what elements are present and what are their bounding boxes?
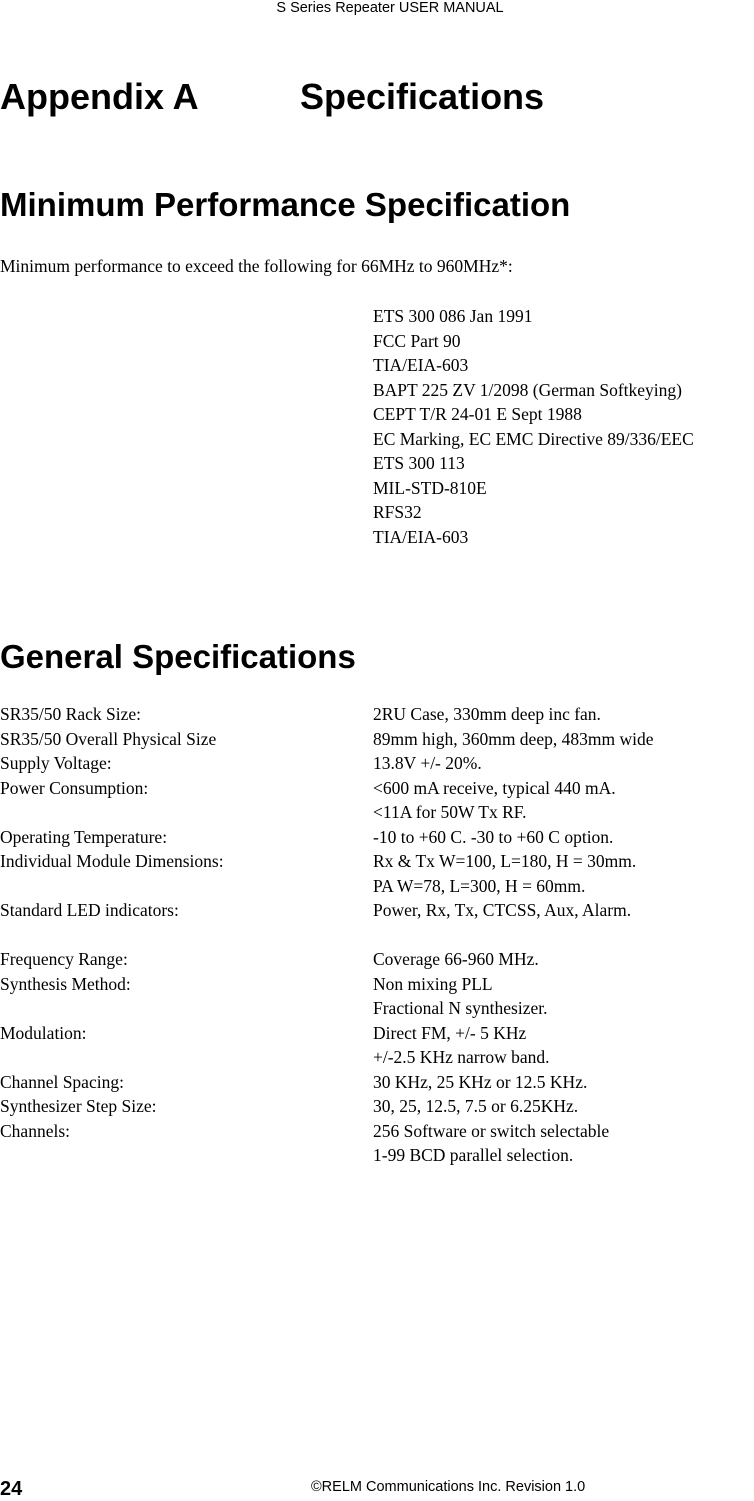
standard-item: ETS 300 113 bbox=[373, 453, 465, 473]
spec-value: Non mixing PLL bbox=[373, 973, 493, 994]
spec-label: SR35/50 Overall Physical Size bbox=[0, 728, 217, 749]
spec-value: 30, 25, 12.5, 7.5 or 6.25KHz. bbox=[373, 1096, 579, 1116]
spec-value: 89mm high, 360mm deep, 483mm wide bbox=[373, 728, 654, 749]
standard-item: FCC Part 90 bbox=[373, 330, 461, 351]
spec-value: <11A for 50W Tx RF. bbox=[373, 802, 527, 822]
spec-value: Direct FM, +/- 5 KHz bbox=[373, 1022, 527, 1043]
spec-label: Supply Voltage: bbox=[0, 753, 112, 773]
spec-label: Power Consumption: bbox=[0, 777, 149, 798]
spec-value: +/-2.5 KHz narrow band. bbox=[373, 1047, 550, 1067]
spec-label: Synthesis Method: bbox=[0, 973, 131, 994]
spec-label: Operating Temperature: bbox=[0, 826, 168, 847]
footer-copyright: ©RELM Communications Inc. Revision 1.0 bbox=[311, 1479, 586, 1495]
spec-label: Channel Spacing: bbox=[0, 1071, 124, 1092]
spec-value: <600 mA receive, typical 440 mA. bbox=[373, 777, 616, 798]
spec-value: 1-99 BCD parallel selection. bbox=[373, 1145, 574, 1165]
page-number: 24 bbox=[0, 1478, 23, 1500]
standard-item: MIL-STD-810E bbox=[373, 477, 487, 498]
min-performance-heading: Minimum Performance Specification bbox=[0, 186, 571, 223]
standard-item: RFS32 bbox=[373, 502, 422, 522]
spec-label: Channels: bbox=[0, 1120, 70, 1141]
general-spec-heading: General Specifications bbox=[0, 638, 356, 675]
spec-value: 256 Software or switch selectable bbox=[373, 1120, 610, 1141]
running-header: S Series Repeater USER MANUAL bbox=[276, 0, 504, 16]
standard-item: TIA/EIA-603 bbox=[373, 355, 469, 375]
standard-item: EC Marking, EC EMC Directive 89/336/EEC bbox=[373, 428, 694, 449]
appendix-label: Appendix A bbox=[0, 76, 199, 117]
spec-label: Synthesizer Step Size: bbox=[0, 1096, 157, 1116]
standard-item: ETS 300 086 Jan 1991 bbox=[373, 306, 533, 326]
spec-label: SR35/50 Rack Size: bbox=[0, 704, 141, 724]
spec-value: -10 to +60 C. -30 to +60 C option. bbox=[373, 826, 614, 847]
spec-value: Power, Rx, Tx, CTCSS, Aux, Alarm. bbox=[373, 900, 632, 920]
standard-item: TIA/EIA-603 bbox=[373, 526, 469, 547]
spec-value: 2RU Case, 330mm deep inc fan. bbox=[373, 704, 601, 724]
spec-value: Coverage 66-960 MHz. bbox=[373, 949, 539, 969]
spec-label: Standard LED indicators: bbox=[0, 900, 179, 920]
spec-label: Frequency Range: bbox=[0, 949, 128, 969]
spec-label: Modulation: bbox=[0, 1022, 87, 1043]
spec-value: 13.8V +/- 20%. bbox=[373, 753, 482, 773]
appendix-title: Specifications bbox=[300, 76, 545, 117]
spec-value: PA W=78, L=300, H = 60mm. bbox=[373, 875, 586, 896]
spec-label: Individual Module Dimensions: bbox=[0, 851, 224, 871]
spec-value: Fractional N synthesizer. bbox=[373, 998, 548, 1018]
standard-item: CEPT T/R 24-01 E Sept 1988 bbox=[373, 404, 582, 424]
standard-item: BAPT 225 ZV 1/2098 (German Softkeying) bbox=[373, 379, 682, 400]
spec-value: Rx & Tx W=100, L=180, H = 30mm. bbox=[373, 851, 637, 871]
spec-value: 30 KHz, 25 KHz or 12.5 KHz. bbox=[373, 1071, 588, 1092]
min-performance-intro: Minimum performance to exceed the following for 66MHz to 960MHz*: bbox=[0, 256, 513, 276]
